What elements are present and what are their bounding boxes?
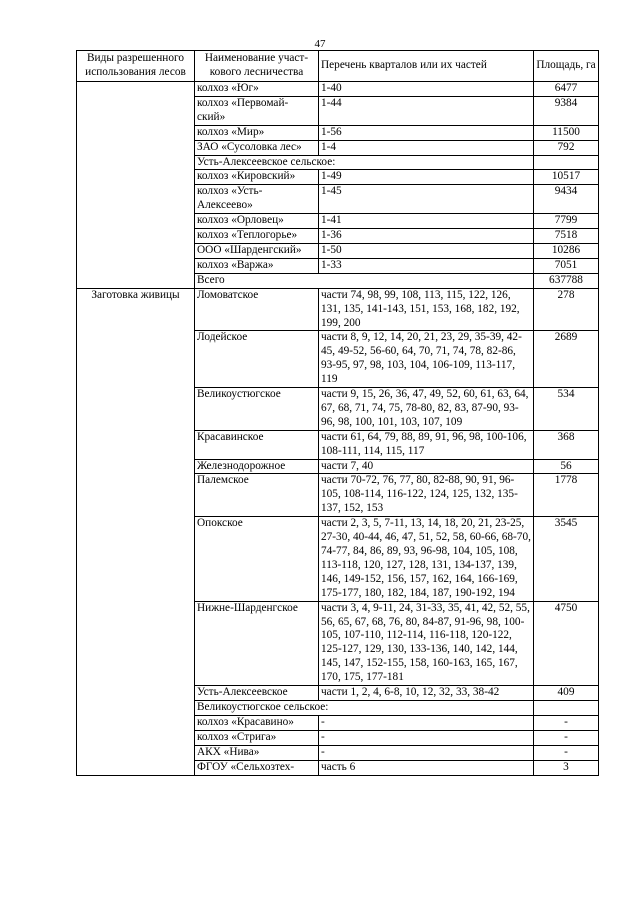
quarters-cell: части 3, 4, 9-11, 24, 31-33, 35, 41, 42, 52, 55, 56, 65, 67, 68, 76, 80, 84-87, 91-96, 98, 100-105, 107-110, 112-114, 116-118, 120-122, 125-127, 129, 130, 133-136, 140, 142, 144, 145, 147, 152-155, 158, 160-163, 165, 167, 170, 175, 177-181 [319, 601, 534, 685]
area-cell [534, 700, 599, 715]
area-cell [534, 155, 599, 170]
forestry-name-cell: Лодейское [195, 331, 319, 388]
quarters-cell: 1-41 [319, 214, 534, 229]
forestry-name-cell: Железнодорожное [195, 459, 319, 474]
forestry-name-cell: Усть-Алексеевское [195, 686, 319, 701]
area-cell: 3 [534, 760, 599, 775]
header-quarters-list: Перечень кварталов или их частей [319, 51, 534, 82]
forestry-name-cell: колхоз «Варжа» [195, 258, 319, 273]
forestry-name-cell: Опокское [195, 517, 319, 601]
table-header-row [77, 51, 599, 82]
quarters-cell: 1-44 [319, 96, 534, 125]
quarters-cell: части 8, 9, 12, 14, 20, 21, 23, 29, 35-39, 42-45, 49-52, 56-60, 64, 70, 71, 74, 78, 82-86, 93-95, 97, 98, 103, 104, 106-109, 113-117, 119 [319, 331, 534, 388]
forestry-name-cell: Великоустюгское [195, 388, 319, 431]
forestry-name-cell: колхоз «Орловец» [195, 214, 319, 229]
quarters-cell: - [319, 715, 534, 730]
area-cell: 10286 [534, 243, 599, 258]
table-row [77, 82, 599, 97]
forestry-name-cell: Нижне-Шарденгское [195, 601, 319, 685]
area-cell: 7518 [534, 229, 599, 244]
forestry-name-cell: колхоз «Кировский» [195, 170, 319, 185]
table-row [77, 288, 599, 331]
area-cell: 409 [534, 686, 599, 701]
area-cell: - [534, 715, 599, 730]
area-cell: 56 [534, 459, 599, 474]
quarters-cell: части 1, 2, 4, 6-8, 10, 12, 32, 33, 38-42 [319, 686, 534, 701]
forestry-name-cell: Ломоватское [195, 288, 319, 331]
forestry-name-cell: Палемское [195, 474, 319, 517]
area-cell: 9384 [534, 96, 599, 125]
forestry-name-cell: ООО «Шарденгский» [195, 243, 319, 258]
header-forestry-name: Наименование участ-кового лесничества [195, 51, 319, 82]
area-cell: 11500 [534, 125, 599, 140]
use-type-cell [77, 82, 195, 289]
quarters-cell: часть 6 [319, 760, 534, 775]
forestry-name-cell: колхоз «Красавино» [195, 715, 319, 730]
area-cell: - [534, 745, 599, 760]
area-cell: 1778 [534, 474, 599, 517]
forestry-name-cell: Красавинское [195, 430, 319, 459]
forestry-name-cell: колхоз «Теплогорье» [195, 229, 319, 244]
quarters-cell: 1-36 [319, 229, 534, 244]
page-number: 47 [314, 38, 326, 50]
forestry-name-cell: ФГОУ «Сельхозтех- [195, 760, 319, 775]
quarters-cell: 1-4 [319, 140, 534, 155]
use-type-cell: Заготовка живицы [77, 288, 195, 775]
quarters-cell: 1-50 [319, 243, 534, 258]
quarters-cell: 1-49 [319, 170, 534, 185]
header-area: Площадь, га [534, 51, 599, 82]
quarters-cell: части 2, 3, 5, 7-11, 13, 14, 18, 20, 21, 23-25, 27-30, 40-44, 46, 47, 51, 52, 58, 60-66, 68-70, 74-77, 84, 86, 89, 93, 96-98, 104, 105, 108, 113-118, 120, 127, 128, 131, 134-137, 139, 146, 149-152, 156, 157, 162, 164, 166-169, 175-177, 180, 182, 184, 187, 190-192, 194 [319, 517, 534, 601]
quarters-cell: 1-56 [319, 125, 534, 140]
area-cell: 278 [534, 288, 599, 331]
forestry-name-cell: колхоз «Юг» [195, 82, 319, 97]
area-cell: 7799 [534, 214, 599, 229]
area-cell: - [534, 730, 599, 745]
quarters-cell: части 70-72, 76, 77, 80, 82-88, 90, 91, 96-105, 108-114, 116-122, 124, 125, 132, 135-137, 152, 153 [319, 474, 534, 517]
area-cell: 9434 [534, 185, 599, 214]
forest-use-table [76, 50, 599, 776]
header-use-type: Виды разрешенного использования лесов [77, 51, 195, 82]
area-cell: 3545 [534, 517, 599, 601]
area-cell: 792 [534, 140, 599, 155]
quarters-cell: части 61, 64, 79, 88, 89, 91, 96, 98, 100-106, 108-111, 114, 115, 117 [319, 430, 534, 459]
total-label: Всего [195, 273, 534, 288]
area-cell: 7051 [534, 258, 599, 273]
quarters-cell: 1-45 [319, 185, 534, 214]
forestry-name-cell: колхоз «Первомай-ский» [195, 96, 319, 125]
quarters-cell: части 9, 15, 26, 36, 47, 49, 52, 60, 61, 63, 64, 67, 68, 71, 74, 75, 78-80, 82, 83, 87-90, 93-96, 98, 100, 101, 103, 107, 109 [319, 388, 534, 431]
total-area: 637788 [534, 273, 599, 288]
forestry-name-cell: АКХ «Нива» [195, 745, 319, 760]
area-cell: 2689 [534, 331, 599, 388]
forestry-name-cell: колхоз «Мир» [195, 125, 319, 140]
quarters-cell: - [319, 730, 534, 745]
quarters-cell: части 74, 98, 99, 108, 113, 115, 122, 126, 131, 135, 141-143, 151, 153, 168, 182, 192, 199, 200 [319, 288, 534, 331]
quarters-cell: 1-40 [319, 82, 534, 97]
section-title: Усть-Алексеевское сельское: [195, 155, 534, 170]
area-cell: 10517 [534, 170, 599, 185]
area-cell: 534 [534, 388, 599, 431]
area-cell: 4750 [534, 601, 599, 685]
quarters-cell: 1-33 [319, 258, 534, 273]
forestry-name-cell: ЗАО «Сусоловка лес» [195, 140, 319, 155]
forestry-name-cell: колхоз «Усть-Алексеево» [195, 185, 319, 214]
quarters-cell: части 7, 40 [319, 459, 534, 474]
quarters-cell: - [319, 745, 534, 760]
forestry-name-cell: колхоз «Стрига» [195, 730, 319, 745]
section-title: Великоустюгское сельское: [195, 700, 534, 715]
area-cell: 6477 [534, 82, 599, 97]
area-cell: 368 [534, 430, 599, 459]
